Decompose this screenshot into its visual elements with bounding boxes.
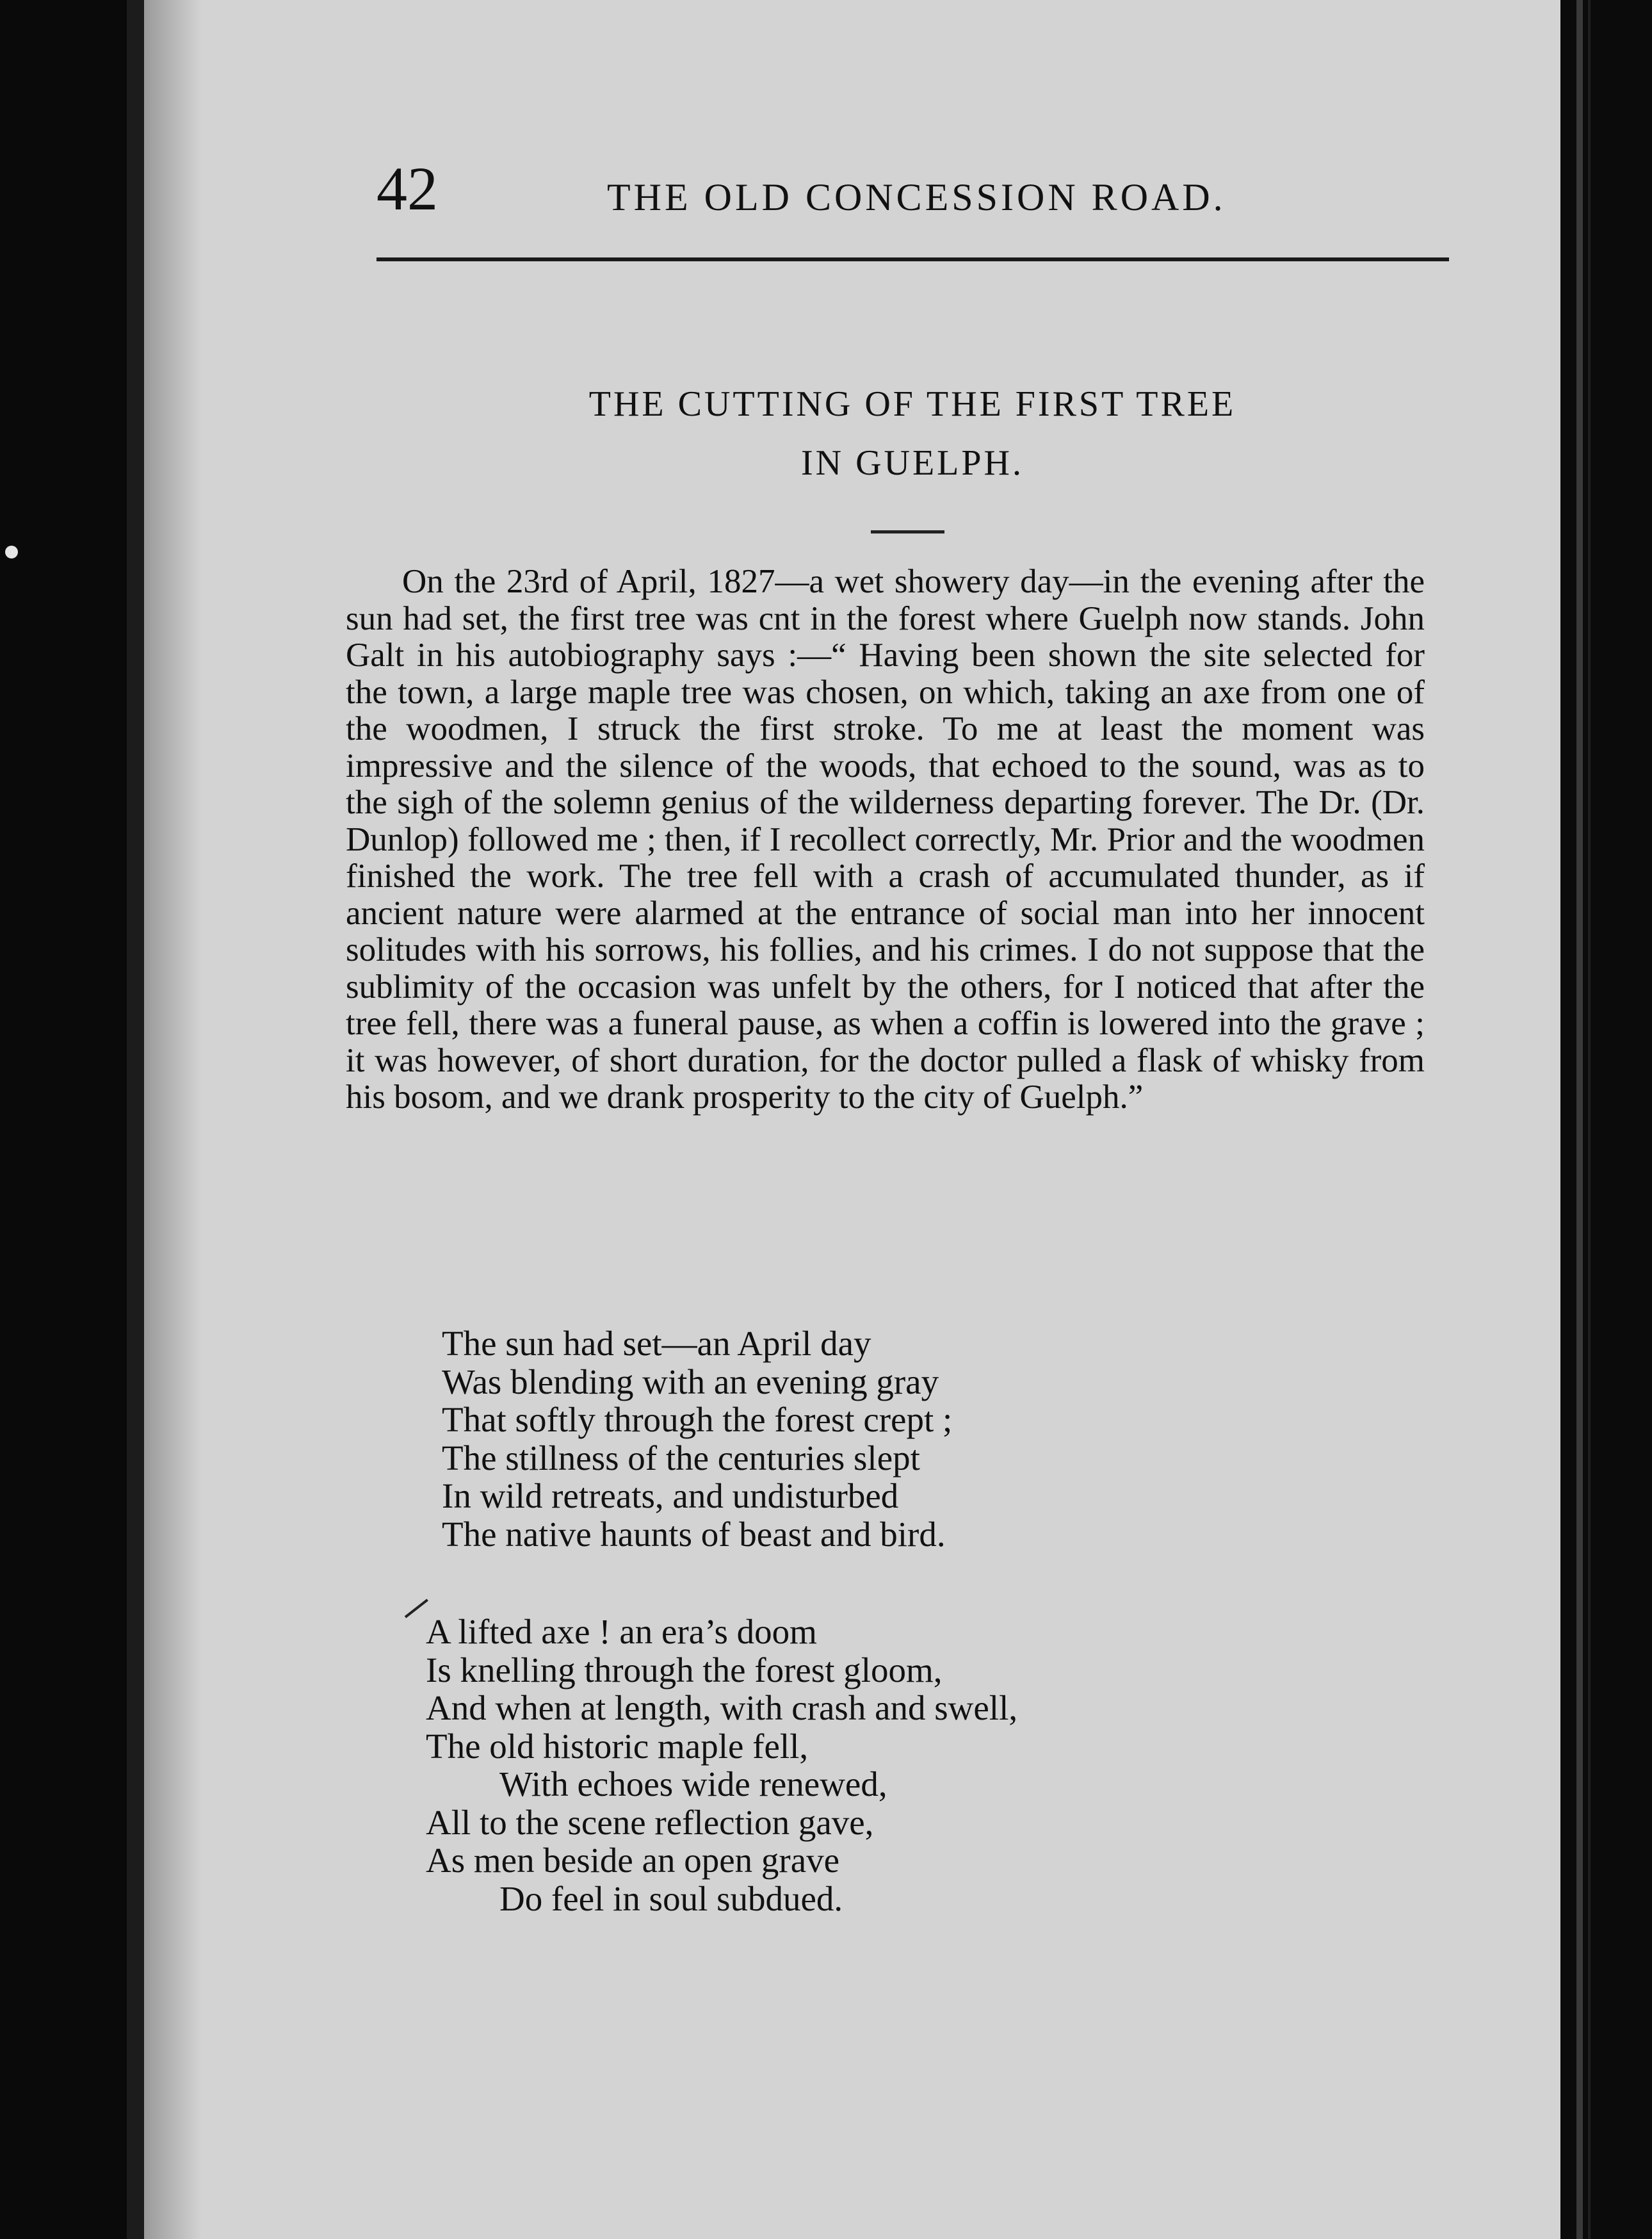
poem-stanza-1 xyxy=(442,1324,952,1553)
binding-edge xyxy=(1576,0,1583,2239)
poem-line: The sun had set—an April day xyxy=(442,1324,871,1363)
poem-line: Do feel in soul subdued. xyxy=(499,1878,843,1918)
poem-line: In wild retreats, and undisturbed xyxy=(442,1476,899,1515)
title-line-1: THE CUTTING OF THE FIRST TREE xyxy=(588,384,1236,424)
running-head: THE OLD CONCESSION ROAD. xyxy=(607,176,1226,218)
poem-line: All to the scene reflection gave, xyxy=(426,1802,874,1842)
poem-line: The stillness of the centuries slept xyxy=(442,1438,920,1478)
poem-line: That softly through the forest crept ; xyxy=(442,1400,953,1439)
left-page-edge xyxy=(0,0,128,2239)
poem-line: As men beside an open grave xyxy=(426,1841,840,1880)
body-paragraph: On the 23rd of April, 1827—a wet showery day—in the evening after the sun had set, the first tree was cnt in the forest where Guelph now stands. John Galt in his autobiography says :—“ Having been shown the site selected for the town, a large maple tree was chosen, on which, taking an axe from one of the woodmen, I struck the first stroke. To me at least the moment was impressive and the silence of the woods, that echoed to the sound, was as to the sigh of the solemn genius of the wilderness departing forever. The Dr. (Dr. Dunlop) followed me ; then, if I recollect correctly, Mr. Prior and the woodmen finished the work. The tree fell with a crash of accumulated thunder, as if ancient nature were alarmed at the entrance of social man into her innocent solitudes with his sorrows, his follies, and his crimes. I do not suppose that the sublimity of the occasion was unfelt by the others, for I noticed that after the tree fell, there was a funeral pause, as when a coffin is lowered into the grave ; it was however, of short duration, for the doctor pulled a flask of whisky from his bosom, and we drank prosperity to the city of Guelph.” xyxy=(346,563,1425,1116)
margin-speck xyxy=(5,546,18,558)
chapter-title xyxy=(384,375,1441,493)
right-binding xyxy=(1560,0,1652,2239)
header-rule xyxy=(377,257,1449,261)
poem-line: With echoes wide renewed, xyxy=(499,1764,887,1803)
page-header xyxy=(377,154,1452,256)
binding-edge-inner xyxy=(1588,0,1591,2239)
title-line-2: IN GUELPH. xyxy=(801,443,1024,483)
page-number: 42 xyxy=(377,154,438,223)
title-divider xyxy=(871,530,944,533)
poem-line: Is knelling through the forest gloom, xyxy=(426,1650,943,1689)
poem-line: And when at length, with crash and swell, xyxy=(426,1688,1018,1727)
poem-line: A lifted axe ! an era’s doom xyxy=(426,1612,817,1651)
poem-line: The native haunts of beast and bird. xyxy=(442,1514,946,1554)
poem-line: Was blending with an evening gray xyxy=(442,1362,939,1401)
poem-stanza-2 xyxy=(426,1613,1017,1917)
page-shadow xyxy=(144,0,202,2239)
poem-line: The old historic maple fell, xyxy=(426,1726,809,1766)
